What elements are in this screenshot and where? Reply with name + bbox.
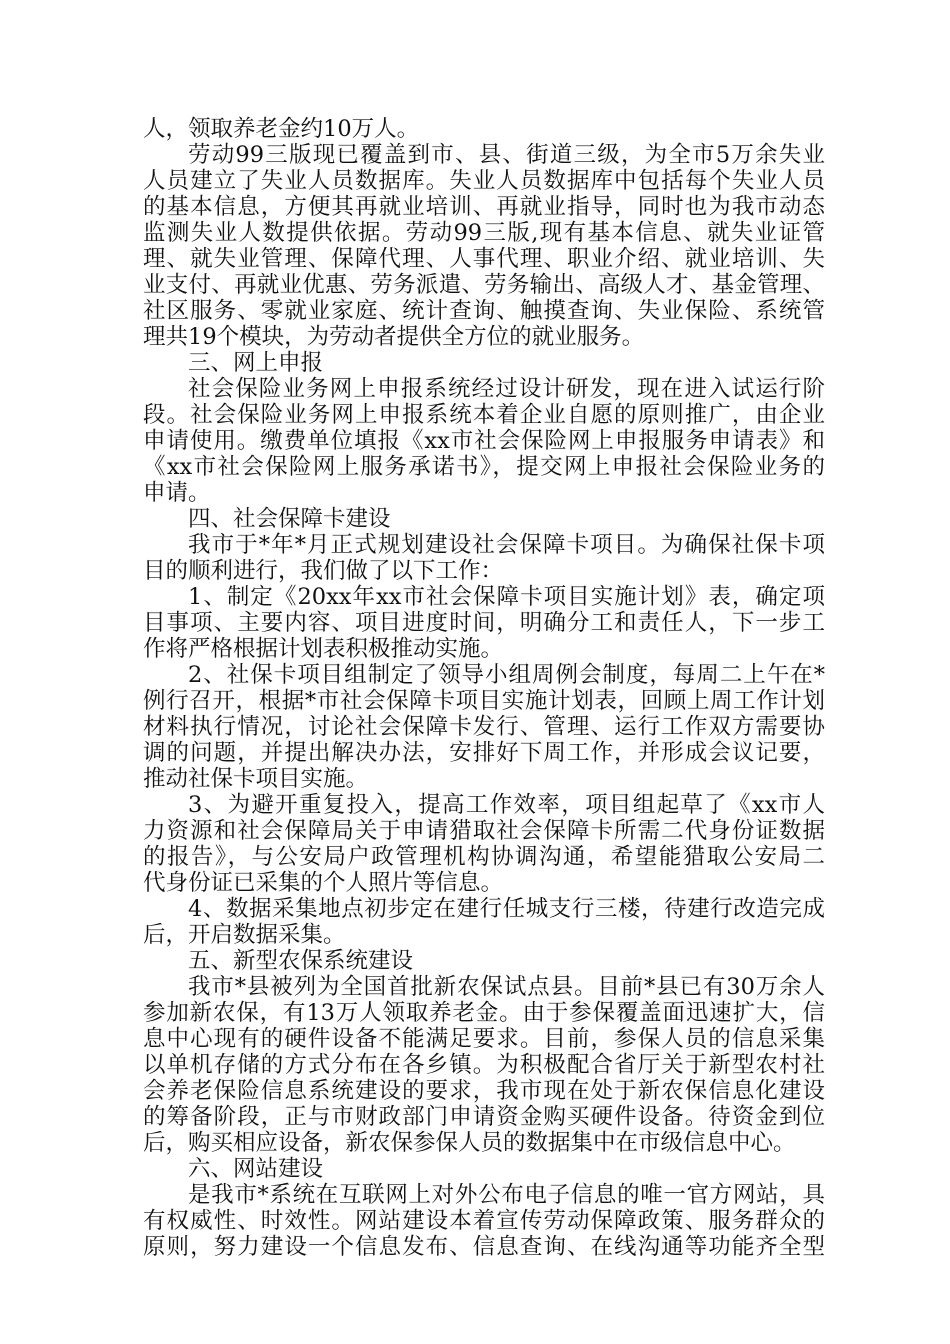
body-line: 4、数据采集地点初步定在建行任城支行三楼，待建行改造完成 [188,896,825,922]
body-line: 代身份证已采集的个人照片等信息。 [143,870,504,896]
body-line: 力资源和社会保障局关于申请猎取社会保障卡所需二代身份证数据 [143,818,825,844]
body-line: 材料执行情况，讨论社会保障卡发行、管理、运行工作双方需要协 [143,714,825,740]
body-line: 作将严格根据计划表积极推动实施。 [143,636,504,662]
body-line: 有权威性、时效性。网站建设本着宣传劳动保障政策、服务群众的 [143,1208,825,1234]
section-heading: 四、社会保障卡建设 [188,506,391,532]
body-line: 的筹备阶段，正与市财政部门申请资金购买硬件设备。待资金到位 [143,1104,825,1130]
body-line: 申请。 [143,480,211,506]
section-heading: 三、网上申报 [188,350,324,376]
body-line: 段。社会保险业务网上申报系统本着企业自愿的原则推广，由企业 [143,402,825,428]
body-line: 人，领取养老金约10万人。 [143,116,420,142]
body-line: 是我市*系统在互联网上对外公布电子信息的唯一官方网站，具 [188,1182,825,1208]
body-line: 申请使用。缴费单位填报《xx市社会保险网上申报服务申请表》和 [143,428,825,454]
body-line: 监测失业人数提供依据。劳动99三版,现有基本信息、就失业证管 [143,220,825,246]
body-line: 以单机存储的方式分布在各乡镇。为积极配合省厅关于新型农村社 [143,1052,825,1078]
body-line: 人员建立了失业人员数据库。失业人员数据库中包括每个失业人员 [143,168,825,194]
body-line: 2、社保卡项目组制定了领导小组周例会制度，每周二上午在* [188,662,825,688]
body-line: 目事项、主要内容、项目进度时间，明确分工和责任人，下一步工 [143,610,825,636]
body-line: 后，购买相应设备，新农保参保人员的数据集中在市级信息中心。 [143,1130,796,1156]
body-line: 理、就失业管理、保障代理、人事代理、职业介绍、就业培训、失 [143,246,825,272]
body-line: 劳动99三版现已覆盖到市、县、街道三级，为全市5万余失业 [188,142,825,168]
body-line: 1、制定《20xx年xx市社会保障卡项目实施计划》表，确定项 [188,584,825,610]
body-line: 会养老保险信息系统建设的要求，我市现在处于新农保信息化建设 [143,1078,825,1104]
document-body [143,116,825,1260]
body-line: 的报告》，与公安局户政管理机构协调沟通，希望能猎取公安局二 [143,844,825,870]
body-line: 调的问题，并提出解决办法，安排好下周工作，并形成会议记要， [143,740,825,766]
body-line: 《xx市社会保险网上服务承诺书》，提交网上申报社会保险业务的 [143,454,825,480]
body-line: 业支付、再就业优惠、劳务派遣、劳务输出、高级人才、基金管理、 [143,272,825,298]
section-heading: 五、新型农保系统建设 [188,948,414,974]
body-line: 例行召开，根据*市社会保障卡项目实施计划表，回顾上周工作计划 [143,688,825,714]
body-line: 社区服务、零就业家庭、统计查询、触摸查询、失业保险、系统管 [143,298,825,324]
body-line: 参加新农保，有13万人领取养老金。由于参保覆盖面迅速扩大，信 [143,1000,825,1026]
body-line: 我市于*年*月正式规划建设社会保障卡项目。为确保社保卡项 [188,532,825,558]
body-line: 社会保险业务网上申报系统经过设计研发，现在进入试运行阶 [188,376,825,402]
body-line: 3、为避开重复投入，提高工作效率，项目组起草了《xx市人 [188,792,825,818]
body-line: 的基本信息，方便其再就业培训、再就业指导，同时也为我市动态 [143,194,825,220]
body-line: 理共19个模块，为劳动者提供全方位的就业服务。 [143,324,645,350]
section-heading: 六、网站建设 [188,1156,324,1182]
body-line: 我市*县被列为全国首批新农保试点县。目前*县已有30万余人 [188,974,825,1000]
body-line: 推动社保卡项目实施。 [143,766,369,792]
body-line: 息中心现有的硬件设备不能满足要求。目前，参保人员的信息采集 [143,1026,825,1052]
body-line: 原则，努力建设一个信息发布、信息查询、在线沟通等功能齐全型 [143,1234,825,1260]
body-line: 目的顺利进行，我们做了以下工作： [143,558,504,584]
body-line: 后，开启数据采集。 [143,922,346,948]
